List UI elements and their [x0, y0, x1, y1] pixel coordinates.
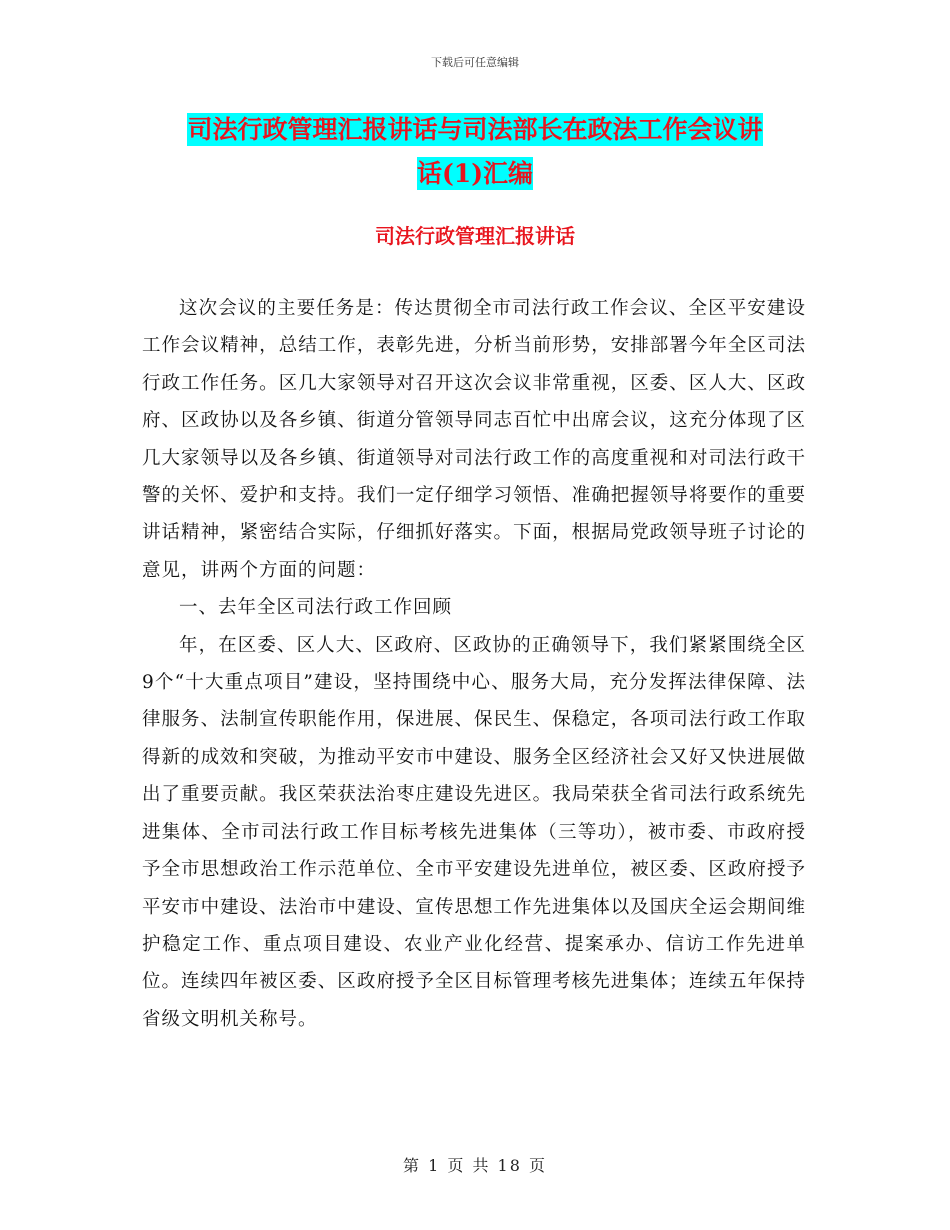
- header-note: 下载后可任意编辑: [431, 56, 519, 69]
- paragraph-review: 年，在区委、区人大、区政府、区政协的正确领导下，我们紧紧围绕全区9个“十大重点项目”建设，坚持围绕中心、服务大局，充分发挥法律保障、法律服务、法制宣传职能作用，保进展、保民生、保稳定，各项司法行政工作取得新的成效和突破，为推动平安市中建设、服务全区经济社会又好又快进展做出了重要贡献。我区荣获法治枣庄建设先进区。我局荣获全省司法行政系统先进集体、全市司法行政工作目标考核先进集体（三等功），被市委、市政府授予全市思想政治工作示范单位、全市平安建设先进单位，被区委、区政府授予平安市中建设、法治市中建设、宣传思想工作先进集体以及国庆全运会期间维护稳定工作、重点项目建设、农业产业化经营、提案承办、信访工作先进单位。连续四年被区委、区政府授予全区目标管理考核先进集体；连续五年保持省级文明机关称号。: [142, 634, 806, 1030]
- document-title: [140, 108, 810, 196]
- title-line-2: 话(1)汇编: [416, 159, 534, 188]
- page-footer: [0, 1153, 950, 1176]
- paragraph-heading-review: 一、去年全区司法行政工作回顾: [179, 597, 453, 619]
- title-line-1: 司法行政管理汇报讲话与司法部长在政法工作会议讲: [187, 115, 763, 144]
- page-number-label: 第 1 页 共 18 页: [403, 1156, 547, 1175]
- page-header: [0, 54, 950, 70]
- body-text: [142, 290, 806, 1038]
- paragraph-intro: 这次会议的主要任务是：传达贯彻全市司法行政工作会议、全区平安建设工作会议精神，总结工作，表彰先进，分析当前形势，安排部署今年全区司法行政工作任务。区几大家领导对召开这次会议非常重视，区委、区人大、区政府、区政协以及各乡镇、街道分管领导同志百忙中出席会议，这充分体现了区几大家领导以及各乡镇、街道领导对司法行政工作的高度重视和对司法行政干警的关怀、爱护和支持。我们一定仔细学习领悟、准确把握领导将要作的重要讲话精神，紧密结合实际，仔细抓好落实。下面，根据局党政领导班子讨论的意见，讲两个方面的问题：: [142, 298, 806, 581]
- section-title: 司法行政管理汇报讲话: [375, 224, 575, 248]
